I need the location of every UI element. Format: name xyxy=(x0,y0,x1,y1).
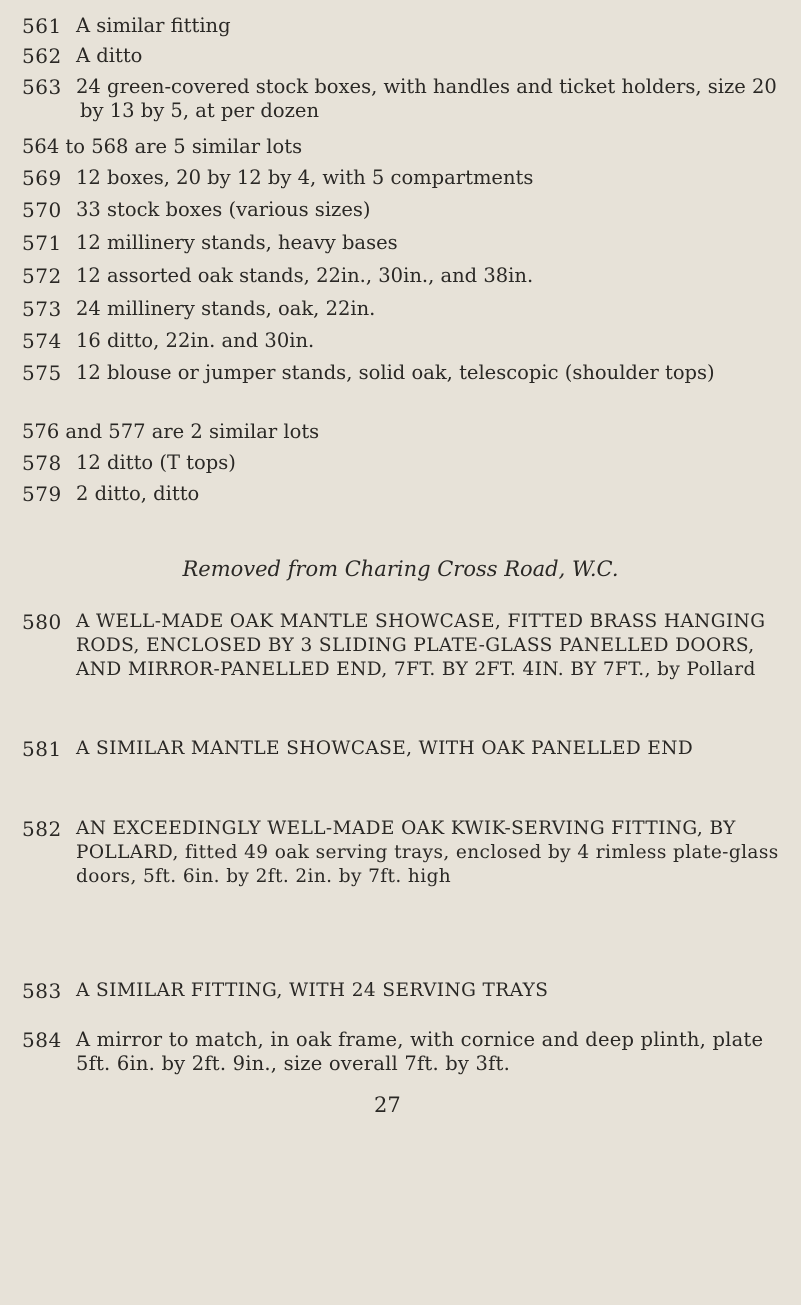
lot-description: 12 boxes, 20 by 12 by 4, with 5 compartments xyxy=(76,166,534,189)
lot-description: 12 blouse or jumper stands, solid oak, telescopic (shoulder tops) xyxy=(76,361,715,384)
lot-description: AN EXCEEDINGLY WELL-MADE OAK KWIK-SERVING FITTING, BY POLLARD, fitted 49 oak serving trays, enclosed by 4 rimless plate-glass doors, 5ft. 6in. by 2ft. 2in. by 7ft. high xyxy=(76,818,779,887)
lot-number: 562 xyxy=(22,44,62,68)
lot-group-text: 576 and 577 are 2 similar lots xyxy=(22,420,320,443)
lot-number: 580 xyxy=(22,610,62,634)
lot-description: A SIMILAR FITTING, WITH 24 SERVING TRAYS xyxy=(76,980,549,1001)
lot-description: 12 millinery stands, heavy bases xyxy=(76,231,398,254)
lot-number: 571 xyxy=(22,231,62,255)
lot-description: 24 green-covered stock boxes, with handles and ticket holders, size 20 by 13 by 5, at per dozen xyxy=(76,75,777,122)
lot-description: 33 stock boxes (various sizes) xyxy=(76,198,371,221)
lot-number: 581 xyxy=(22,737,62,761)
lot-number: 569 xyxy=(22,166,62,190)
lot-number: 561 xyxy=(22,14,62,38)
lot-number: 582 xyxy=(22,817,62,841)
section-heading: Removed from Charing Cross Road, W.C. xyxy=(182,557,619,581)
lot-description: 24 millinery stands, oak, 22in. xyxy=(76,297,376,320)
lot-number: 579 xyxy=(22,482,62,506)
page-number: 27 xyxy=(374,1093,401,1117)
lot-group-text: 564 to 568 are 5 similar lots xyxy=(22,135,303,158)
lot-number: 575 xyxy=(22,361,62,385)
lot-number: 578 xyxy=(22,451,62,475)
lot-description: A mirror to match, in oak frame, with cornice and deep plinth, plate 5ft. 6in. by 2ft. 9in., size overall 7ft. by 3ft. xyxy=(76,1028,764,1075)
lot-description: A similar fitting xyxy=(76,14,231,37)
lot-description: 12 ditto (T tops) xyxy=(76,451,236,474)
lot-number: 574 xyxy=(22,329,62,353)
lot-number: 563 xyxy=(22,75,62,99)
lot-number: 584 xyxy=(22,1028,62,1052)
lot-description: A SIMILAR MANTLE SHOWCASE, WITH OAK PANELLED END xyxy=(76,738,694,759)
lot-description: 2 ditto, ditto xyxy=(76,482,200,505)
lot-description: A WELL-MADE OAK MANTLE SHOWCASE, FITTED BRASS HANGING RODS, ENCLOSED BY 3 SLIDING PLATE-GLASS PANELLED DOORS, AND MIRROR-PANELLED END, 7FT. BY 2FT. 4IN. BY 7FT., by Pollard xyxy=(76,611,766,680)
lot-description: A ditto xyxy=(76,44,143,67)
lot-number: 583 xyxy=(22,979,62,1003)
lot-number: 572 xyxy=(22,264,62,288)
lot-description: 16 ditto, 22in. and 30in. xyxy=(76,329,315,352)
lot-description: 12 assorted oak stands, 22in., 30in., and 38in. xyxy=(76,264,534,287)
lot-number: 570 xyxy=(22,198,62,222)
lot-number: 573 xyxy=(22,297,62,321)
